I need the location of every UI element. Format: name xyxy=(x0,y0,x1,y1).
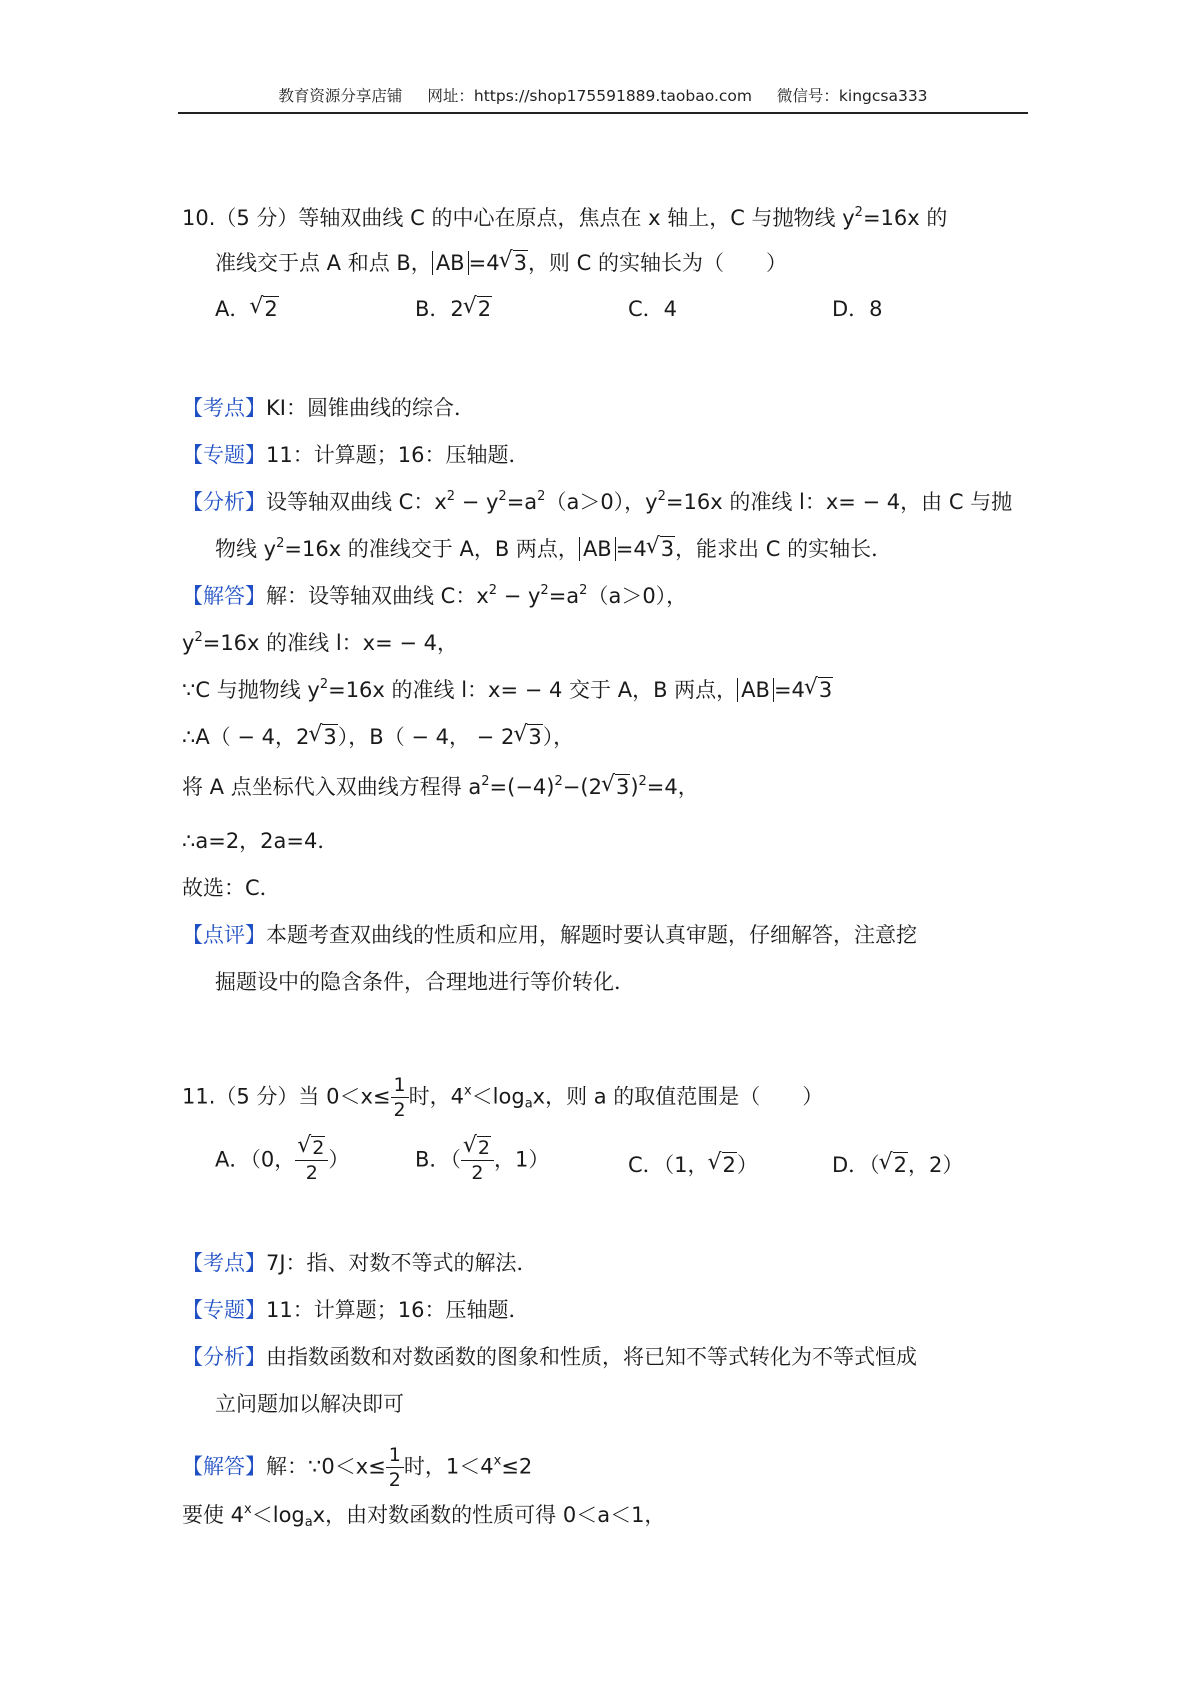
step-text: ) xyxy=(630,775,639,799)
q10-step4 xyxy=(182,722,574,752)
kaodian-tag: 【考点】 xyxy=(182,396,266,420)
numerator xyxy=(295,1136,328,1161)
jieda-tag: 【解答】 xyxy=(182,1454,266,1479)
q10-kaodian xyxy=(182,393,475,423)
q10-option-b xyxy=(415,294,492,324)
step-text: =4， xyxy=(646,775,699,799)
radicand: 3 xyxy=(528,725,542,749)
abs-ab: AB xyxy=(579,537,616,561)
step-text: 要使 4 xyxy=(182,1503,245,1527)
log-base: a xyxy=(304,1515,313,1530)
exponent: 2 xyxy=(554,774,563,789)
q10-fenxi-line1 xyxy=(182,487,1012,517)
option-label: C． xyxy=(628,297,664,321)
radicand: 3 xyxy=(513,251,527,275)
step-text: −(2 xyxy=(562,775,602,799)
option-text: C．（1， xyxy=(628,1153,709,1177)
sqrt-expr xyxy=(647,534,675,564)
exponent: x xyxy=(493,1453,502,1469)
zhuanti-text: 11：计算题；16：压轴题． xyxy=(266,1298,530,1322)
radicand: 2 xyxy=(722,1153,736,1177)
radicand: 2 xyxy=(893,1153,908,1177)
step-text: ∴A（ − 4，2 xyxy=(182,725,310,749)
step-text: 将 A 点坐标代入双曲线方程得 a xyxy=(182,775,482,799)
step-text: ∴a=2，2a=4． xyxy=(182,829,339,853)
q10-step3 xyxy=(182,675,833,705)
jieda-text: =a xyxy=(548,584,580,608)
q10-option-a xyxy=(215,294,279,324)
exponent: 2 xyxy=(194,630,203,645)
sqrt-expr xyxy=(298,1136,325,1160)
option-text: D．（ xyxy=(832,1153,880,1177)
sqrt-expr xyxy=(464,294,492,324)
jieda-text: 时，1＜4 xyxy=(403,1454,494,1479)
step-text: =(−4) xyxy=(489,775,555,799)
fenxi-text: =16x 的准线 l：x= − 4，由 C 与抛 xyxy=(665,490,1013,514)
q10-fenxi-line2 xyxy=(215,534,892,564)
option-text: ，2） xyxy=(908,1153,964,1177)
sqrt-expr xyxy=(309,722,337,752)
dianping-text: 掘题设中的隐含条件，合理地进行等价转化． xyxy=(215,970,635,994)
abs-ab: AB xyxy=(432,251,469,275)
fenxi-text: 物线 y xyxy=(215,537,277,561)
q11-option-a xyxy=(215,1136,349,1185)
exponent: 2 xyxy=(657,489,666,504)
page-header xyxy=(178,84,1028,114)
numerator: 1 xyxy=(386,1443,404,1468)
q11-last-line xyxy=(182,1500,665,1530)
abs-ab: AB xyxy=(737,678,774,702)
fenxi-text: 设等轴双曲线 C：x xyxy=(266,490,447,514)
exponent: 2 xyxy=(540,583,549,598)
numerator xyxy=(461,1136,494,1161)
q11-kaodian xyxy=(182,1248,538,1278)
fraction xyxy=(391,1073,409,1122)
radicand: 2 xyxy=(477,297,492,321)
fraction xyxy=(461,1136,494,1185)
step-text: x，由对数函数的性质可得 0＜a＜1， xyxy=(312,1503,666,1527)
exponent: 2 xyxy=(854,205,863,220)
q10-option-d xyxy=(832,294,883,324)
exponent: 2 xyxy=(481,774,490,789)
q10-stem-tail: =16x 的 xyxy=(862,206,948,230)
fenxi-text: − y xyxy=(455,490,499,514)
q10-jieda-line1 xyxy=(182,581,687,611)
q10-step5 xyxy=(182,772,699,802)
radicand: 3 xyxy=(660,537,675,561)
option-text: ） xyxy=(736,1153,758,1177)
sqrt-expr xyxy=(805,675,833,705)
denominator: 2 xyxy=(471,1162,484,1184)
kaodian-text: KI：圆锥曲线的综合． xyxy=(266,396,475,420)
fenxi-text: ，能求出 C 的实轴长． xyxy=(675,537,893,561)
q10-stem-line1 xyxy=(182,203,947,233)
q11-option-b xyxy=(415,1136,549,1185)
q10-zhuanti xyxy=(182,440,529,470)
denominator: 2 xyxy=(388,1469,401,1491)
radicand: 2 xyxy=(477,1137,491,1159)
dianping-text: 本题考查双曲线的性质和应用，解题时要认真审题，仔细解答，注意挖 xyxy=(266,923,917,947)
option-text: A．（0， xyxy=(215,1147,296,1172)
coef: 2 xyxy=(450,297,464,321)
sqrt-expr xyxy=(709,1150,737,1180)
q11-fenxi-line1 xyxy=(182,1342,917,1372)
q10-stem-text: 10.（5 分）等轴双曲线 C 的中心在原点，焦点在 x 轴上，C 与抛物线 y xyxy=(182,206,855,230)
numerator: 1 xyxy=(391,1073,409,1098)
q11-stem-text: 11.（5 分）当 0＜x≤ xyxy=(182,1084,391,1109)
q11-option-d xyxy=(832,1150,963,1180)
q11-stem xyxy=(182,1073,823,1122)
q10-text: =4 xyxy=(468,251,500,275)
step-text: y xyxy=(182,631,195,655)
option-text: ，1） xyxy=(494,1147,550,1172)
fraction xyxy=(295,1136,328,1185)
exponent: 2 xyxy=(498,489,507,504)
exponent: 2 xyxy=(638,774,647,789)
exponent: x xyxy=(463,1083,472,1099)
q10-step6 xyxy=(182,826,338,856)
q11-fenxi-line2 xyxy=(215,1389,404,1419)
fenxi-text: =16x 的准线交于 A，B 两点， xyxy=(284,537,579,561)
q10-step7 xyxy=(182,873,281,903)
exponent: 2 xyxy=(488,583,498,598)
step-text: ）， xyxy=(542,725,575,749)
q10-dianping-line2 xyxy=(215,967,635,997)
jieda-tag: 【解答】 xyxy=(182,584,266,608)
sqrt-expr xyxy=(514,722,542,752)
option-text: B．（ xyxy=(415,1147,461,1172)
exponent: 2 xyxy=(276,536,285,551)
kaodian-text: 7J：指、对数不等式的解法． xyxy=(266,1251,538,1275)
fenxi-text: （a＞0），y xyxy=(545,490,658,514)
step-text: =16x 的准线 l：x= − 4 交于 A，B 两点， xyxy=(328,678,738,702)
shop-name: 教育资源分享店铺 xyxy=(278,87,403,105)
radicand: 3 xyxy=(615,775,630,799)
option-value: 4 xyxy=(663,297,678,321)
exponent: 2 xyxy=(319,677,329,692)
radicand: 3 xyxy=(323,725,337,749)
jieda-text: − y xyxy=(497,584,541,608)
jieda-text: （a＞0）， xyxy=(587,584,688,608)
fenxi-tag: 【分析】 xyxy=(182,490,266,514)
radicand: 3 xyxy=(818,678,833,702)
jieda-text: 解：∵0＜x≤ xyxy=(266,1454,386,1479)
q10-stem-line2 xyxy=(215,248,787,278)
radicand: 2 xyxy=(264,297,278,321)
sqrt-expr xyxy=(464,1136,491,1160)
step-text: =16x 的准线 l：x= − 4， xyxy=(202,631,458,655)
sqrt-expr xyxy=(880,1150,908,1180)
option-value: 8 xyxy=(869,297,883,321)
exponent: 2 xyxy=(537,489,546,504)
zhuanti-tag: 【专题】 xyxy=(182,1298,266,1322)
q10-dianping-line1 xyxy=(182,920,917,950)
exponent: x xyxy=(244,1502,252,1517)
sqrt-expr xyxy=(250,294,278,324)
q11-stem-text: 时，4 xyxy=(408,1084,464,1109)
sqrt-expr xyxy=(602,772,630,802)
kaodian-tag: 【考点】 xyxy=(182,1251,266,1275)
jieda-text: 解：设等轴双曲线 C：x xyxy=(266,584,489,608)
fenxi-tag: 【分析】 xyxy=(182,1345,266,1369)
shop-url: 网址：https://shop175591889.taobao.com xyxy=(427,87,752,105)
jieda-text: ≤2 xyxy=(501,1454,533,1479)
q11-zhuanti xyxy=(182,1295,529,1325)
q10-step2 xyxy=(182,628,458,658)
q10-text: ，则 C 的实轴长为（ ） xyxy=(527,251,787,275)
fenxi-text: =a xyxy=(506,490,538,514)
q11-stem-text: x，则 a 的取值范围是（ ） xyxy=(532,1084,824,1109)
step-text: 故选：C． xyxy=(182,876,281,900)
step-text: ），B（ − 4， − 2 xyxy=(337,725,515,749)
fraction xyxy=(386,1443,404,1492)
fenxi-text: 立问题加以解决即可 xyxy=(215,1392,404,1416)
zhuanti-tag: 【专题】 xyxy=(182,443,266,467)
step-text: ＜log xyxy=(251,1503,305,1527)
zhuanti-text: 11：计算题；16：压轴题． xyxy=(266,443,530,467)
option-text: ） xyxy=(328,1147,350,1172)
option-label: B． xyxy=(415,297,451,321)
sqrt-expr xyxy=(500,248,528,278)
option-label: D． xyxy=(832,297,870,321)
q11-jieda xyxy=(182,1443,532,1492)
denominator: 2 xyxy=(393,1099,406,1121)
fenxi-text: 由指数函数和对数函数的图象和性质，将已知不等式转化为不等式恒成 xyxy=(266,1345,917,1369)
dianping-tag: 【点评】 xyxy=(182,923,266,947)
q10-option-c xyxy=(628,294,677,324)
q11-option-c xyxy=(628,1150,758,1180)
q11-stem-text: ＜log xyxy=(471,1084,525,1109)
denominator: 2 xyxy=(305,1162,318,1184)
radicand: 2 xyxy=(312,1137,325,1159)
q10-text: 准线交于点 A 和点 B， xyxy=(215,251,432,275)
exponent: 2 xyxy=(579,583,588,598)
log-base: a xyxy=(524,1096,533,1112)
fenxi-text: =4 xyxy=(615,537,647,561)
exponent: 2 xyxy=(446,489,456,504)
step-text: ∵C 与抛物线 y xyxy=(182,678,320,702)
wechat-id: 微信号：kingcsa333 xyxy=(776,87,928,105)
option-label: A． xyxy=(215,297,251,321)
step-text: =4 xyxy=(773,678,805,702)
